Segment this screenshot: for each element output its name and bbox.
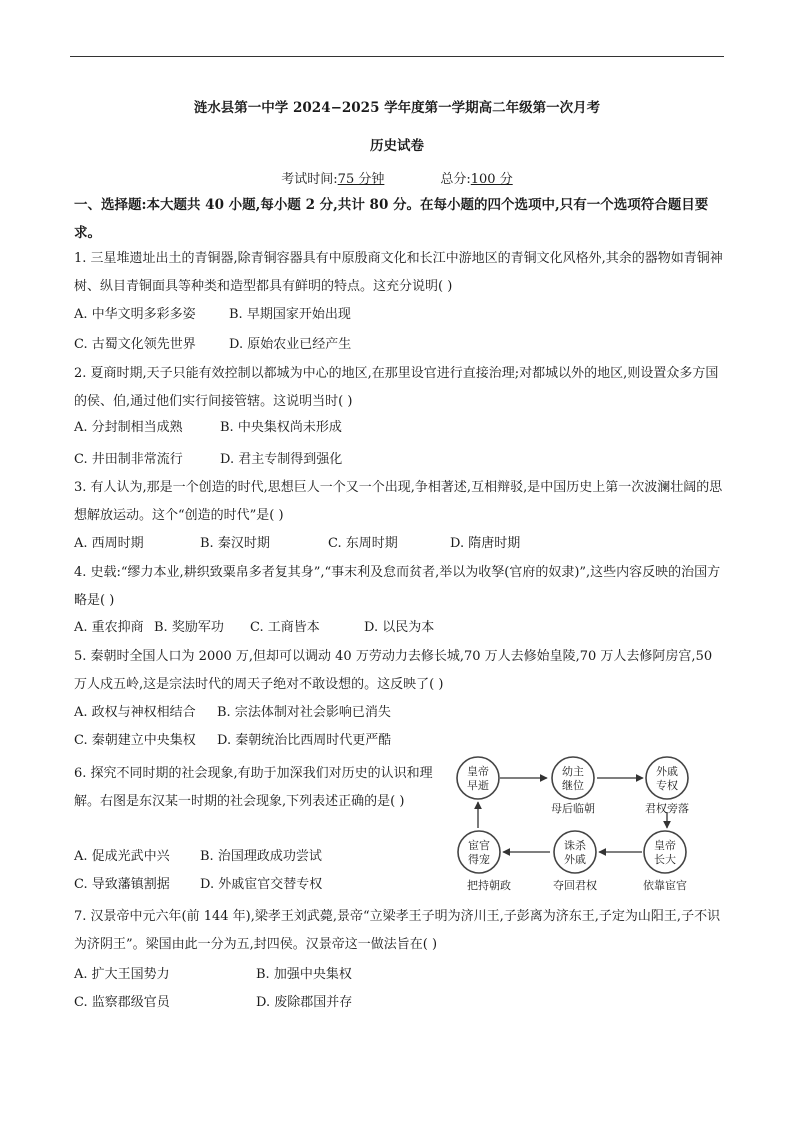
option-d: D. 原始农业已经产生 (229, 337, 352, 352)
question-2-stem: 2. 夏商时期,天子只能有效控制以都城为中心的地区,在那里设官进行直接治理;对都城以外的地区,则设置众多方国的侯、伯,通过他们实行间接管辖。这说明当时( ) (74, 366, 719, 409)
svg-text:幼主: 幼主 (562, 765, 584, 778)
option-b: B. 秦汉时期 (200, 536, 270, 551)
svg-text:继位: 继位 (562, 779, 584, 792)
option-c: C. 工商皆本 (250, 620, 320, 635)
cycle-diagram (456, 748, 714, 896)
diagram-node-2 (551, 757, 595, 815)
question-4-stem: 4. 史载:“缪力本业,耕织致粟帛多者复其身”,“事末利及怠而贫者,举以为收孥(官府的奴隶)”,这些内容反映的治国方略是( ) (74, 565, 721, 608)
option-c: C. 古蜀文化领先世界 (74, 337, 196, 352)
option-d: D. 外戚宦官交替专权 (200, 877, 323, 892)
option-c: C. 导致藩镇割据 (74, 877, 170, 892)
top-rule (70, 56, 724, 57)
option-b: B. 治国理政成功尝试 (200, 849, 322, 864)
time-value: 75 分钟 (337, 172, 385, 187)
option-d: D. 以民为本 (364, 620, 435, 635)
question-6-stem: 6. 探究不同时期的社会现象,有助于加深我们对历史的认识和理解。右图是东汉某一时期的社会现象,下列表述正确的是( ) (74, 766, 433, 809)
score-label: 总分: (440, 172, 471, 187)
question-5-stem: 5. 秦朝时全国人口为 2000 万,但却可以调动 40 万劳动力去修长城,70 万人去修始皇陵,70 万人去修阿房宫,50 万人戍五岭,这是宗法时代的周天子绝对不敢设想的。这反映了( ) (74, 649, 713, 692)
option-b: B. 早期国家开始出现 (229, 307, 351, 322)
score-value: 100 分 (470, 172, 513, 187)
option-b: B. 加强中央集权 (256, 967, 352, 982)
option-a: A. 西周时期 (74, 536, 144, 551)
svg-text:皇帝: 皇帝 (654, 839, 676, 852)
diagram-node-1 (457, 757, 499, 799)
question-7-stem: 7. 汉景帝中元六年(前 144 年),梁孝王刘武薨,景帝“立梁孝王子明为济川王,子彭离为济东王,子定为山阳王,子不识为济阴王”。梁国由此一分为五,封四侯。汉景帝这一做法旨在( ) (74, 909, 721, 952)
diagram-node-5 (553, 831, 597, 892)
diagram-node-3-caption: 君权旁落 (645, 802, 689, 815)
question-1-stem: 1. 三星堆遗址出土的青铜器,除青铜容器具有中原殷商文化和长江中游地区的青铜文化风格外,其余的器物如青铜神树、纵目青铜面具等种类和造型都具有鲜明的特点。这充分说明( ) (74, 251, 723, 294)
option-a: A. 分封制相当成熟 (74, 420, 183, 435)
option-d: D. 秦朝统治比西周时代更严酷 (217, 733, 392, 748)
exam-subject: 历史试卷 (370, 138, 424, 154)
svg-text:皇帝: 皇帝 (467, 765, 489, 778)
svg-text:诛杀: 诛杀 (564, 839, 586, 852)
svg-text:宦官: 宦官 (468, 839, 490, 852)
option-c: C. 东周时期 (328, 536, 398, 551)
diagram-node-6-caption: 把持朝政 (467, 879, 511, 892)
option-c: C. 监察郡级官员 (74, 995, 170, 1010)
svg-text:早逝: 早逝 (467, 779, 489, 792)
svg-text:外戚: 外戚 (656, 765, 678, 778)
section-heading: 一、选择题:本大题共 40 小题,每小题 2 分,共计 80 分。在每小题的四个选项中,只有一个选项符合题目要求。 (74, 197, 709, 241)
svg-text:得宠: 得宠 (468, 853, 490, 866)
diagram-node-3 (645, 757, 689, 815)
exam-title: 涟水县第一中学 2024−2025 学年度第一学期高二年级第一次月考 (193, 100, 601, 116)
option-b: B. 中央集权尚未形成 (220, 420, 342, 435)
svg-text:专权: 专权 (656, 779, 678, 792)
exam-meta (0, 168, 794, 187)
option-a: A. 中华文明多彩多姿 (74, 307, 196, 322)
time-label: 考试时间: (281, 172, 338, 187)
option-a: A. 促成光武中兴 (74, 849, 170, 864)
option-d: D. 君主专制得到强化 (220, 452, 343, 467)
option-a: A. 扩大王国势力 (74, 967, 170, 982)
option-d: D. 隋唐时期 (450, 536, 521, 551)
option-b: B. 奖励军功 (154, 620, 224, 635)
diagram-node-5-caption: 夺回君权 (553, 879, 597, 892)
option-c: C. 秦朝建立中央集权 (74, 733, 196, 748)
option-d: D. 废除郡国并存 (256, 995, 353, 1010)
option-b: B. 宗法体制对社会影响已消失 (217, 705, 391, 720)
option-a: A. 政权与神权相结合 (74, 705, 196, 720)
option-a: A. 重农抑商 (74, 620, 144, 635)
diagram-node-6 (458, 831, 511, 892)
svg-text:长大: 长大 (654, 853, 676, 866)
svg-text:外戚: 外戚 (564, 853, 586, 866)
diagram-node-2-caption: 母后临朝 (551, 802, 595, 815)
diagram-node-4-caption: 依靠宦官 (643, 879, 687, 892)
question-3-stem: 3. 有人认为,那是一个创造的时代,思想巨人一个又一个出现,争相著述,互相辩驳,是中国历史上第一次波澜壮阔的思想解放运动。这个“创造的时代”是( ) (74, 480, 723, 523)
diagram-node-4 (643, 831, 687, 892)
option-c: C. 井田制非常流行 (74, 452, 183, 467)
